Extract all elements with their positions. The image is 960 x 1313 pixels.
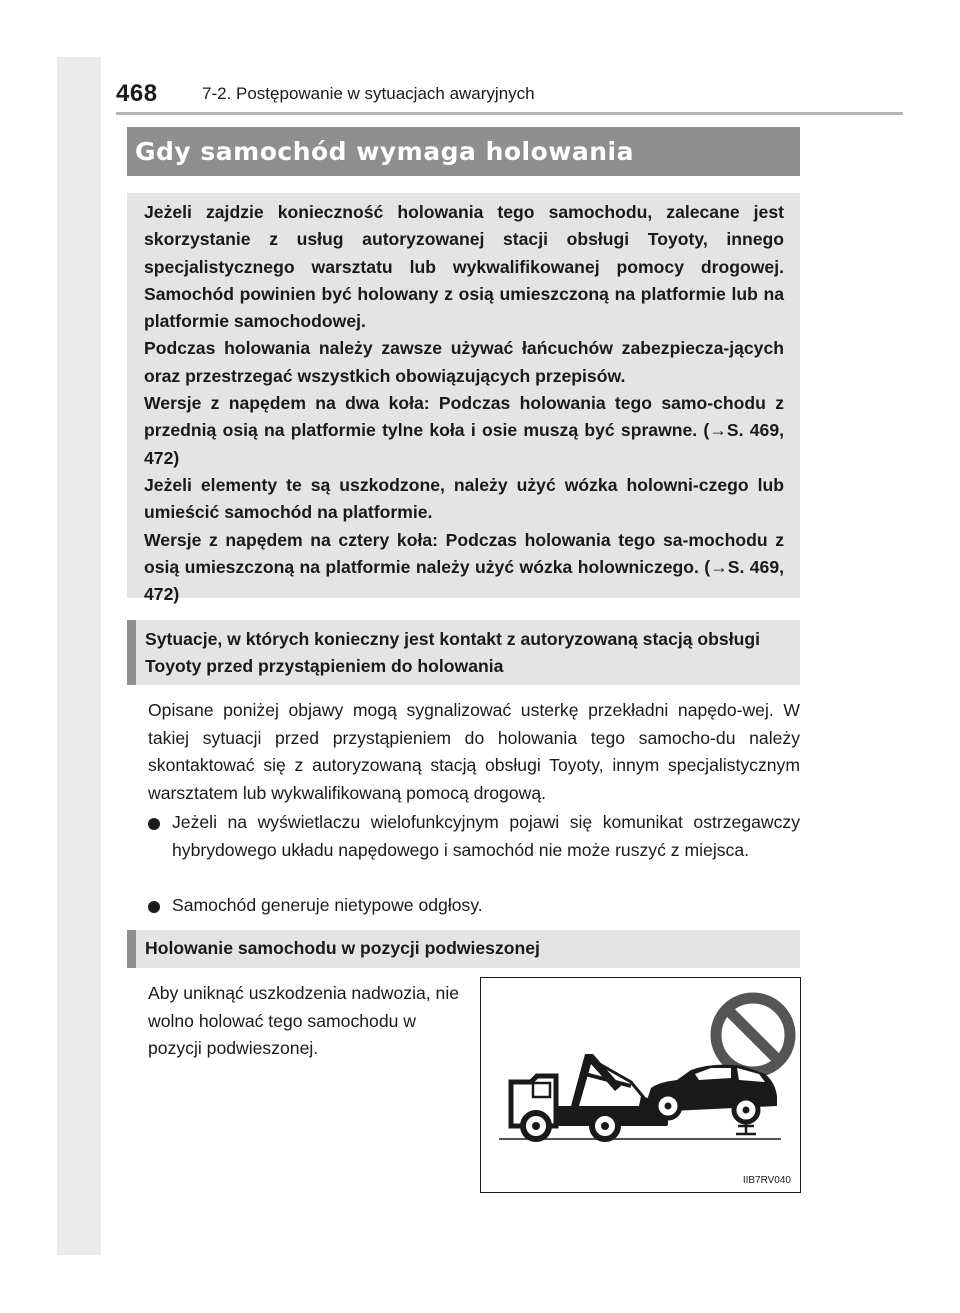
intro-box <box>127 193 800 605</box>
bullet-icon <box>148 818 160 830</box>
tow-truck-icon <box>511 1054 668 1139</box>
side-strip <box>57 57 101 1255</box>
bullet-icon <box>148 901 160 913</box>
towing-illustration <box>480 977 801 1193</box>
subsection-body: Aby uniknąć uszkodzenia nadwozia, nie wolno holować tego samochodu w pozycji podwieszonej. <box>148 983 460 1058</box>
prohibition-sign-icon <box>716 998 790 1072</box>
subsection-heading: Holowanie samochodu w pozycji podwieszonej <box>127 930 800 968</box>
list-item <box>148 892 800 920</box>
intro-paragraph: Wersje z napędem na dwa koła: Podczas holowania tego samo-chodu z przednią osią na platformie tylne koła i osie muszą być sprawne. (→S. 469, 472) <box>144 393 784 468</box>
intro-paragraph: Wersje z napędem na cztery koła: Podczas holowania tego sa-mochodu z osią umieszczoną na platformie należy użyć wózka holowniczego. (→S. 469, 472) <box>144 529 784 605</box>
list-item-text: Samochód generuje nietypowe odgłosy. <box>172 895 483 915</box>
list-item <box>148 809 800 864</box>
intro-paragraph: Jeżeli elementy te są uszkodzone, należy użyć wózka holowni-czego lub umieścić samochód na platformie. <box>144 474 784 523</box>
section-title: Gdy samochód wymaga holowania <box>127 127 800 176</box>
page-number: 468 <box>116 80 158 107</box>
tow-truck-illustration <box>481 978 799 1191</box>
intro-paragraph: Podczas holowania należy zawsze używać łańcuchów zabezpiecza-jących oraz przestrzegać wszystkich obowiązujących przepisów. <box>144 338 784 386</box>
figure-code: IIB7RV040 <box>742 1175 791 1186</box>
intro-paragraph: Jeżeli zajdzie konieczność holowania tego samochodu, zalecane jest skorzystanie z usług autoryzowanej stacji obsługi Toyoty, innego specjalistycznego warsztatu lub wykwalifikowanej pomocy drogowej. Samochód powinien być holowany z osią umieszczoną na platformie lub na platformie samochodowej. <box>144 202 784 332</box>
list-item-text: Jeżeli na wyświetlaczu wielofunkcyjnym pojawi się komunikat ostrzegawczy hybrydowego układu napędowego i samochód nie może ruszyć z miejsca. <box>172 812 800 860</box>
subsection-body: Opisane poniżej objawy mogą sygnalizować usterkę przekładni napędo-wej. W takiej sytuacji przed przystąpieniem do holowania tego samocho-du należy skontaktować się z autoryzowaną stacją obsługi Toyoty, innym specjalistycznym warsztatem lub wykwalifikowaną pomocą drogową. <box>148 700 800 803</box>
subsection-heading: Sytuacje, w których konieczny jest kontakt z autoryzowaną stacją obsługi Toyoty przed przystąpieniem do holowania <box>127 620 800 685</box>
header-divider <box>116 112 903 115</box>
chapter-title: 7-2. Postępowanie w sytuacjach awaryjnych <box>202 84 535 103</box>
